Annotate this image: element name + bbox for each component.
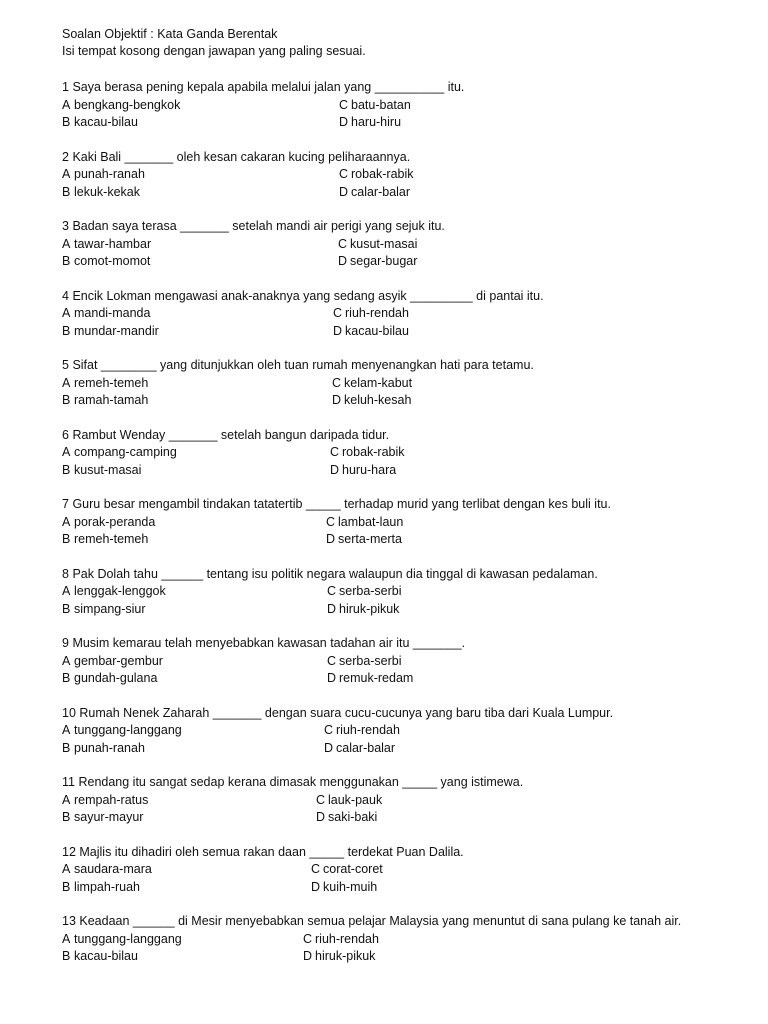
answer-option[interactable] [327,583,402,601]
option-letter: B [62,254,71,268]
option-text: serba-serbi [339,584,402,598]
option-text: hiruk-pikuk [339,601,400,616]
answer-option[interactable] [62,514,155,532]
option-letter: D [339,184,349,199]
option-letter: A [62,931,71,946]
option-text: comot-momot [74,254,151,268]
question-line [62,635,752,653]
option-text: saudara-mara [74,862,152,876]
option-letter: B [62,671,71,685]
answer-option[interactable] [338,236,417,254]
question-number: 4 [62,288,69,303]
option-row [62,166,752,184]
answer-option[interactable] [339,97,411,115]
question-item [62,913,752,983]
question-item [62,357,752,427]
question-line [62,705,752,723]
answer-option[interactable] [62,375,148,393]
question-text: Rendang itu sangat sedap kerana dimasak menggunakan _____ yang istimewa. [78,775,524,789]
option-letter: A [62,723,71,737]
option-text: calar-balar [351,184,411,199]
question-number: 7 [62,497,69,511]
option-text: segar-bugar [350,254,418,268]
option-letter: C [339,97,349,112]
answer-option[interactable] [327,670,413,688]
option-letter: C [316,792,326,807]
option-letter: D [339,115,349,129]
option-letter: D [311,879,321,894]
answer-option[interactable] [62,444,177,462]
option-text: limpah-ruah [74,879,141,894]
option-letter: A [62,653,71,668]
question-line [62,913,752,931]
option-row [62,722,752,740]
option-row [62,792,752,810]
option-letter: D [338,254,348,268]
option-letter: D [332,393,342,407]
option-text: kelam-kabut [344,375,413,390]
option-text: serta-merta [338,532,402,546]
option-row [62,601,752,619]
answer-option[interactable] [339,114,401,132]
answer-option[interactable] [324,740,395,758]
option-text: calar-balar [336,740,396,755]
answer-option[interactable] [62,462,141,480]
option-row [62,514,752,532]
option-letter: D [303,949,313,963]
option-letter: B [62,949,71,963]
option-text: remeh-temeh [74,375,149,390]
answer-option[interactable] [311,861,383,879]
option-text: kusut-masai [74,462,142,477]
question-line [62,566,752,584]
option-text: lenggak-lenggok [74,584,166,598]
option-letter: C [326,514,336,529]
option-row [62,392,752,410]
question-number: 12 [62,844,76,859]
option-letter: C [311,862,321,876]
answer-option[interactable] [62,879,140,897]
option-text: ramah-tamah [74,393,149,407]
answer-option[interactable] [62,305,150,323]
question-text: Guru besar mengambil tindakan tatatertib _____ terhadap murid yang terlibat dengan kes buli itu. [72,497,611,511]
option-row [62,670,752,688]
option-row [62,236,752,254]
answer-option[interactable] [330,444,405,462]
answer-option[interactable] [62,792,148,810]
answer-option[interactable] [62,323,159,341]
option-row [62,375,752,393]
option-letter: C [332,375,342,390]
option-text: riuh-rendah [336,723,400,737]
question-text: Keadaan ______ di Mesir menyebabkan semua pelajar Malaysia yang menuntut di sana pulang ke tanah air. [79,914,682,928]
answer-option[interactable] [62,722,182,740]
option-text: tunggang-langgang [74,931,182,946]
question-item [62,218,752,288]
option-text: huru-hara [342,462,397,477]
question-text: Musim kemarau telah menyebabkan kawasan tadahan air itu _______. [72,636,466,650]
answer-option[interactable] [326,531,402,549]
question-item [62,427,752,497]
question-item [62,288,752,358]
option-text: riuh-rendah [315,931,379,946]
option-letter: A [62,97,71,112]
option-text: simpang-siur [74,601,146,616]
question-number: 6 [62,427,69,442]
question-text: Encik Lokman mengawasi anak-anaknya yang sedang asyik _________ di pantai itu. [72,288,544,303]
answer-option[interactable] [62,253,150,271]
option-text: robak-rabik [342,445,405,459]
answer-option[interactable] [326,514,403,532]
option-letter: A [62,514,71,529]
option-letter: D [326,532,336,546]
option-text: keluh-kesah [344,393,412,407]
answer-option[interactable] [324,722,400,740]
question-line [62,427,752,445]
option-letter: A [62,167,71,181]
option-text: kacau-bilau [74,115,138,129]
question-line [62,149,752,167]
option-text: remeh-temeh [74,532,149,546]
option-text: mundar-mandir [74,323,159,338]
option-text: compang-camping [74,445,177,459]
answer-option[interactable] [316,792,382,810]
answer-option[interactable] [62,392,148,410]
option-letter: B [62,740,71,755]
answer-option[interactable] [62,948,138,966]
option-letter: D [333,323,343,338]
option-text: corat-coret [323,862,383,876]
option-letter: B [62,601,71,616]
option-row [62,948,752,966]
option-text: haru-hiru [351,115,402,129]
answer-option[interactable] [316,809,377,827]
option-text: tunggang-langgang [74,723,182,737]
option-text: punah-ranah [74,740,145,755]
option-text: bengkang-bengkok [74,97,181,112]
option-text: punah-ranah [74,167,145,181]
answer-option[interactable] [62,740,145,758]
question-line [62,774,752,792]
option-letter: B [62,393,71,407]
question-item [62,566,752,636]
answer-option[interactable] [333,323,409,341]
question-text: Majlis itu dihadiri oleh semua rakan daan _____ terdekat Puan Dalila. [79,844,464,859]
question-item [62,844,752,914]
option-row [62,740,752,758]
question-number: 8 [62,566,69,581]
question-item [62,149,752,219]
option-row [62,184,752,202]
answer-option[interactable] [62,114,138,132]
option-text: saki-baki [328,810,378,824]
answer-option[interactable] [303,948,375,966]
option-text: kacau-bilau [345,323,409,338]
option-text: gembar-gembur [74,653,163,668]
question-line [62,218,752,236]
answer-option[interactable] [62,97,180,115]
option-letter: C [327,584,337,598]
question-item [62,774,752,844]
question-text: Kaki Bali _______ oleh kesan cakaran kucing peliharaannya. [72,149,411,164]
question-text: Saya berasa pening kepala apabila melalui jalan yang __________ itu. [72,80,465,94]
option-letter: C [333,306,343,320]
question-line [62,496,752,514]
answer-option[interactable] [62,236,151,254]
option-letter: B [62,115,71,129]
answer-option[interactable] [333,305,409,323]
option-text: hiruk-pikuk [315,949,376,963]
option-row [62,444,752,462]
answer-option[interactable] [330,462,396,480]
question-item [62,496,752,566]
question-item [62,635,752,705]
option-letter: A [62,862,71,876]
option-row [62,809,752,827]
option-row [62,931,752,949]
question-text: Sifat ________ yang ditunjukkan oleh tuan rumah menyenangkan hati para tetamu. [72,358,534,372]
answer-option[interactable] [339,166,414,184]
option-text: rempah-ratus [74,792,149,807]
option-letter: D [330,462,340,477]
option-text: kuih-muih [323,879,378,894]
answer-option[interactable] [332,375,412,393]
answer-option[interactable] [62,601,146,619]
option-row [62,462,752,480]
option-letter: B [62,532,71,546]
option-text: batu-batan [351,97,411,112]
answer-option[interactable] [339,184,410,202]
option-row [62,114,752,132]
answer-option[interactable] [62,184,140,202]
option-text: robak-rabik [351,167,414,181]
option-text: gundah-gulana [74,671,158,685]
option-text: lauk-pauk [328,792,383,807]
option-letter: D [324,740,334,755]
option-letter: A [62,306,71,320]
question-number: 2 [62,149,69,164]
option-row [62,253,752,271]
option-letter: C [324,723,334,737]
option-text: kacau-bilau [74,949,138,963]
answer-option[interactable] [62,166,145,184]
option-letter: B [62,323,71,338]
option-letter: B [62,184,71,199]
answer-option[interactable] [62,670,157,688]
option-letter: D [316,810,326,824]
option-letter: D [327,601,337,616]
option-letter: A [62,236,71,251]
option-letter: C [338,236,348,251]
question-list [62,79,752,983]
option-text: riuh-rendah [345,306,409,320]
answer-option[interactable] [311,879,377,897]
option-row [62,861,752,879]
option-letter: A [62,445,71,459]
question-line [62,288,752,306]
option-text: lambat-laun [338,514,404,529]
option-letter: C [327,653,337,668]
option-letter: D [327,671,337,685]
question-text: Pak Dolah tahu ______ tentang isu politik negara walaupun dia tinggal di kawasan pedalaman. [72,566,598,581]
answer-option[interactable] [62,583,166,601]
question-line [62,79,752,97]
option-text: kusut-masai [350,236,418,251]
option-row [62,323,752,341]
answer-option[interactable] [62,931,182,949]
question-number: 3 [62,219,69,233]
option-row [62,653,752,671]
question-line [62,844,752,862]
option-letter: C [339,167,349,181]
option-row [62,531,752,549]
option-text: tawar-hambar [74,236,152,251]
question-text: Rumah Nenek Zaharah _______ dengan suara cucu-cucunya yang baru tiba dari Kuala Lumpur. [79,705,614,720]
worksheet-title: Soalan Objektif : Kata Ganda Berentak [62,27,278,41]
option-letter: A [62,375,71,390]
answer-option[interactable] [62,653,163,671]
answer-option[interactable] [327,653,402,671]
answer-option[interactable] [332,392,411,410]
option-letter: A [62,584,71,598]
option-letter: C [330,445,340,459]
question-number: 9 [62,636,69,650]
question-item [62,705,752,775]
option-text: porak-peranda [74,514,156,529]
question-number: 5 [62,358,69,372]
option-letter: A [62,792,71,807]
question-text: Rambut Wenday _______ setelah bangun daripada tidur. [72,427,390,442]
answer-option[interactable] [62,531,148,549]
question-number: 11 [62,775,75,789]
worksheet-instruction: Isi tempat kosong dengan jawapan yang paling sesuai. [62,44,366,58]
answer-option[interactable] [62,809,143,827]
answer-option[interactable] [62,861,152,879]
option-text: remuk-redam [339,671,414,685]
option-text: serba-serbi [339,653,402,668]
answer-option[interactable] [338,253,417,271]
option-row [62,305,752,323]
question-number: 1 [62,80,69,94]
option-letter: B [62,462,71,477]
question-number: 10 [62,705,76,720]
worksheet-header [62,26,366,60]
option-row [62,879,752,897]
question-text: Badan saya terasa _______ setelah mandi air perigi yang sejuk itu. [72,219,445,233]
answer-option[interactable] [327,601,399,619]
option-letter: B [62,810,71,824]
question-item [62,79,752,149]
option-text: mandi-manda [74,306,151,320]
question-line [62,357,752,375]
option-text: sayur-mayur [74,810,144,824]
option-row [62,97,752,115]
option-letter: C [303,931,313,946]
option-letter: B [62,879,71,894]
question-number: 13 [62,914,76,928]
option-text: lekuk-kekak [74,184,140,199]
answer-option[interactable] [303,931,379,949]
option-row [62,583,752,601]
